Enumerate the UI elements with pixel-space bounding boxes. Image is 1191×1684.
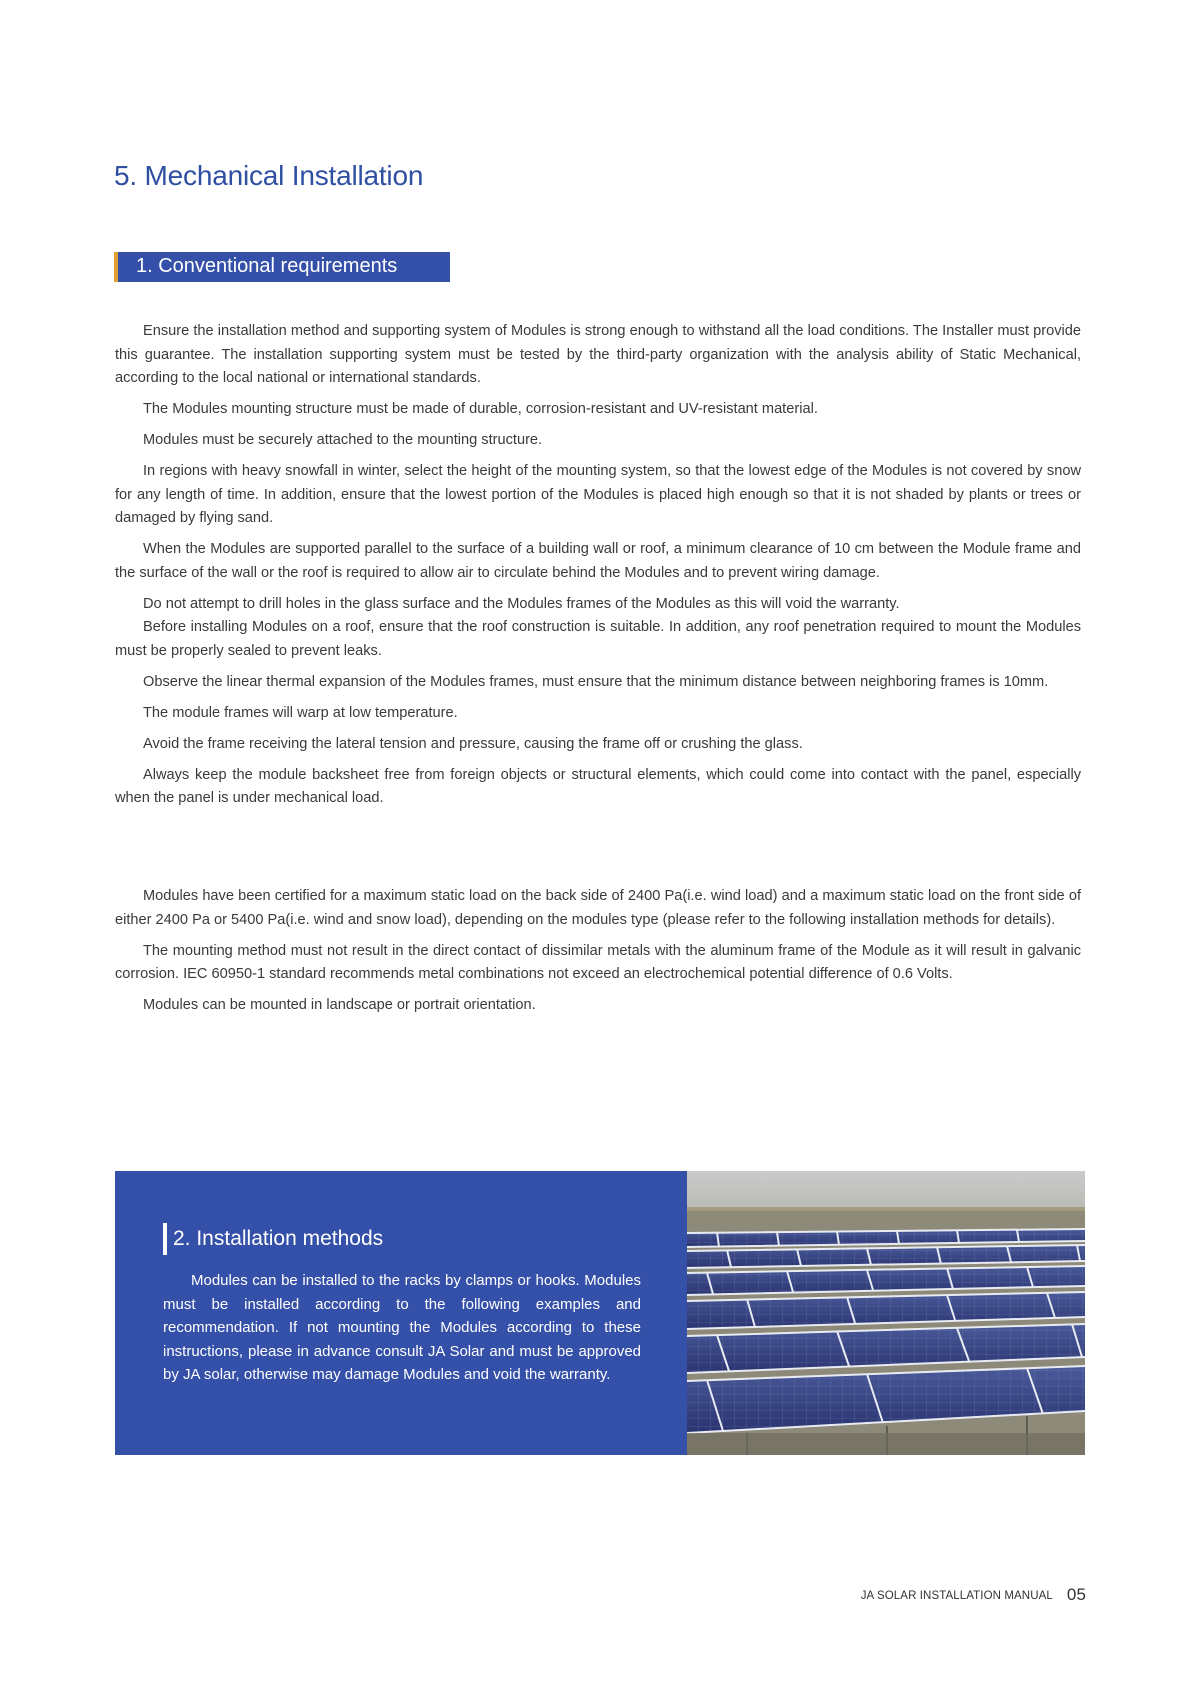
section-heading-conventional-requirements — [114, 252, 450, 282]
installation-methods-panel — [115, 1171, 687, 1455]
paragraph: Modules can be mounted in landscape or portrait orientation. — [143, 997, 536, 1013]
paragraph: Do not attempt to drill holes in the glass surface and the Modules frames of the Modules as this will void the warranty. — [143, 595, 900, 612]
paragraph: Ensure the installation method and supporting system of Modules is strong enough to withstand all the load conditions. The Installer must provide this guarantee. The installation supporting system must be tested by the third-party organization with the analysis ability of Static Mechanical, according to the local national or international standards. — [115, 323, 1081, 386]
requirements-text-block — [115, 320, 1081, 818]
paragraph: The module frames will warp at low temperature. — [143, 704, 458, 721]
section-heading-label: 1. Conventional requirements — [136, 255, 398, 277]
load-text-block — [115, 885, 1081, 1025]
paragraph: The mounting method must not result in the direct contact of dissimilar metals with the aluminum frame of the Module as it will result in galvanic corrosion. IEC 60950-1 standard recommends metal combinations not exceed an electrochemical potential difference of 0.6 Volts. — [115, 942, 1081, 982]
paragraph: Always keep the module backsheet free from foreign objects or structural elements, which could come into contact with the panel, especially when the panel is under mechanical load. — [115, 766, 1081, 806]
paragraph: In regions with heavy snowfall in winter, select the height of the mounting system, so that the lowest edge of the Modules is not covered by snow for any length of time. In addition, ensure that the lowest portion of the Modules is placed high enough so that it is not shaded by plants or trees or damaged by flying sand. — [115, 463, 1081, 526]
page-footer — [861, 1585, 1086, 1605]
solar-farm-photo — [687, 1171, 1085, 1455]
page-number: 05 — [1066, 1585, 1086, 1604]
installation-methods-heading: 2. Installation methods — [163, 1223, 383, 1255]
paragraph: Modules must be securely attached to the mounting structure. — [143, 432, 543, 448]
paragraph: Before installing Modules on a roof, ensure that the roof construction is suitable. In addition, any roof penetration required to mount the Modules must be properly sealed to prevent leaks. — [115, 619, 1081, 659]
manual-name: JA SOLAR INSTALLATION MANUAL — [860, 1590, 1053, 1602]
installation-methods-text: Modules can be installed to the racks by clamps or hooks. Modules must be installed according to the following examples and recommendation. If not mounting the Modules according to these instructions, please in advance consult JA Solar and must be approved by JA solar, otherwise may damage Modules and void the warranty. — [163, 1272, 641, 1383]
paragraph: Modules have been certified for a maximum static load on the back side of 2400 Pa(i.e. wind load) and a maximum static load on the front side of either 2400 Pa or 5400 Pa(i.e. wind and snow load), depending on the modules type (please refer to the following installation methods for details). — [115, 888, 1081, 928]
paragraph: Avoid the frame receiving the lateral tension and pressure, causing the frame off or crushing the glass. — [143, 735, 803, 752]
paragraph: Observe the linear thermal expansion of the Modules frames, must ensure that the minimum distance between neighboring frames is 10mm. — [143, 673, 1049, 690]
paragraph: The Modules mounting structure must be made of durable, corrosion-resistant and UV-resistant material. — [143, 401, 818, 417]
page-title: 5. Mechanical Installation — [114, 160, 424, 191]
paragraph: When the Modules are supported parallel to the surface of a building wall or roof, a minimum clearance of 10 cm between the Module frame and the surface of the wall or the roof is required to allow air to circulate behind the Modules and to prevent wiring damage. — [115, 541, 1081, 581]
